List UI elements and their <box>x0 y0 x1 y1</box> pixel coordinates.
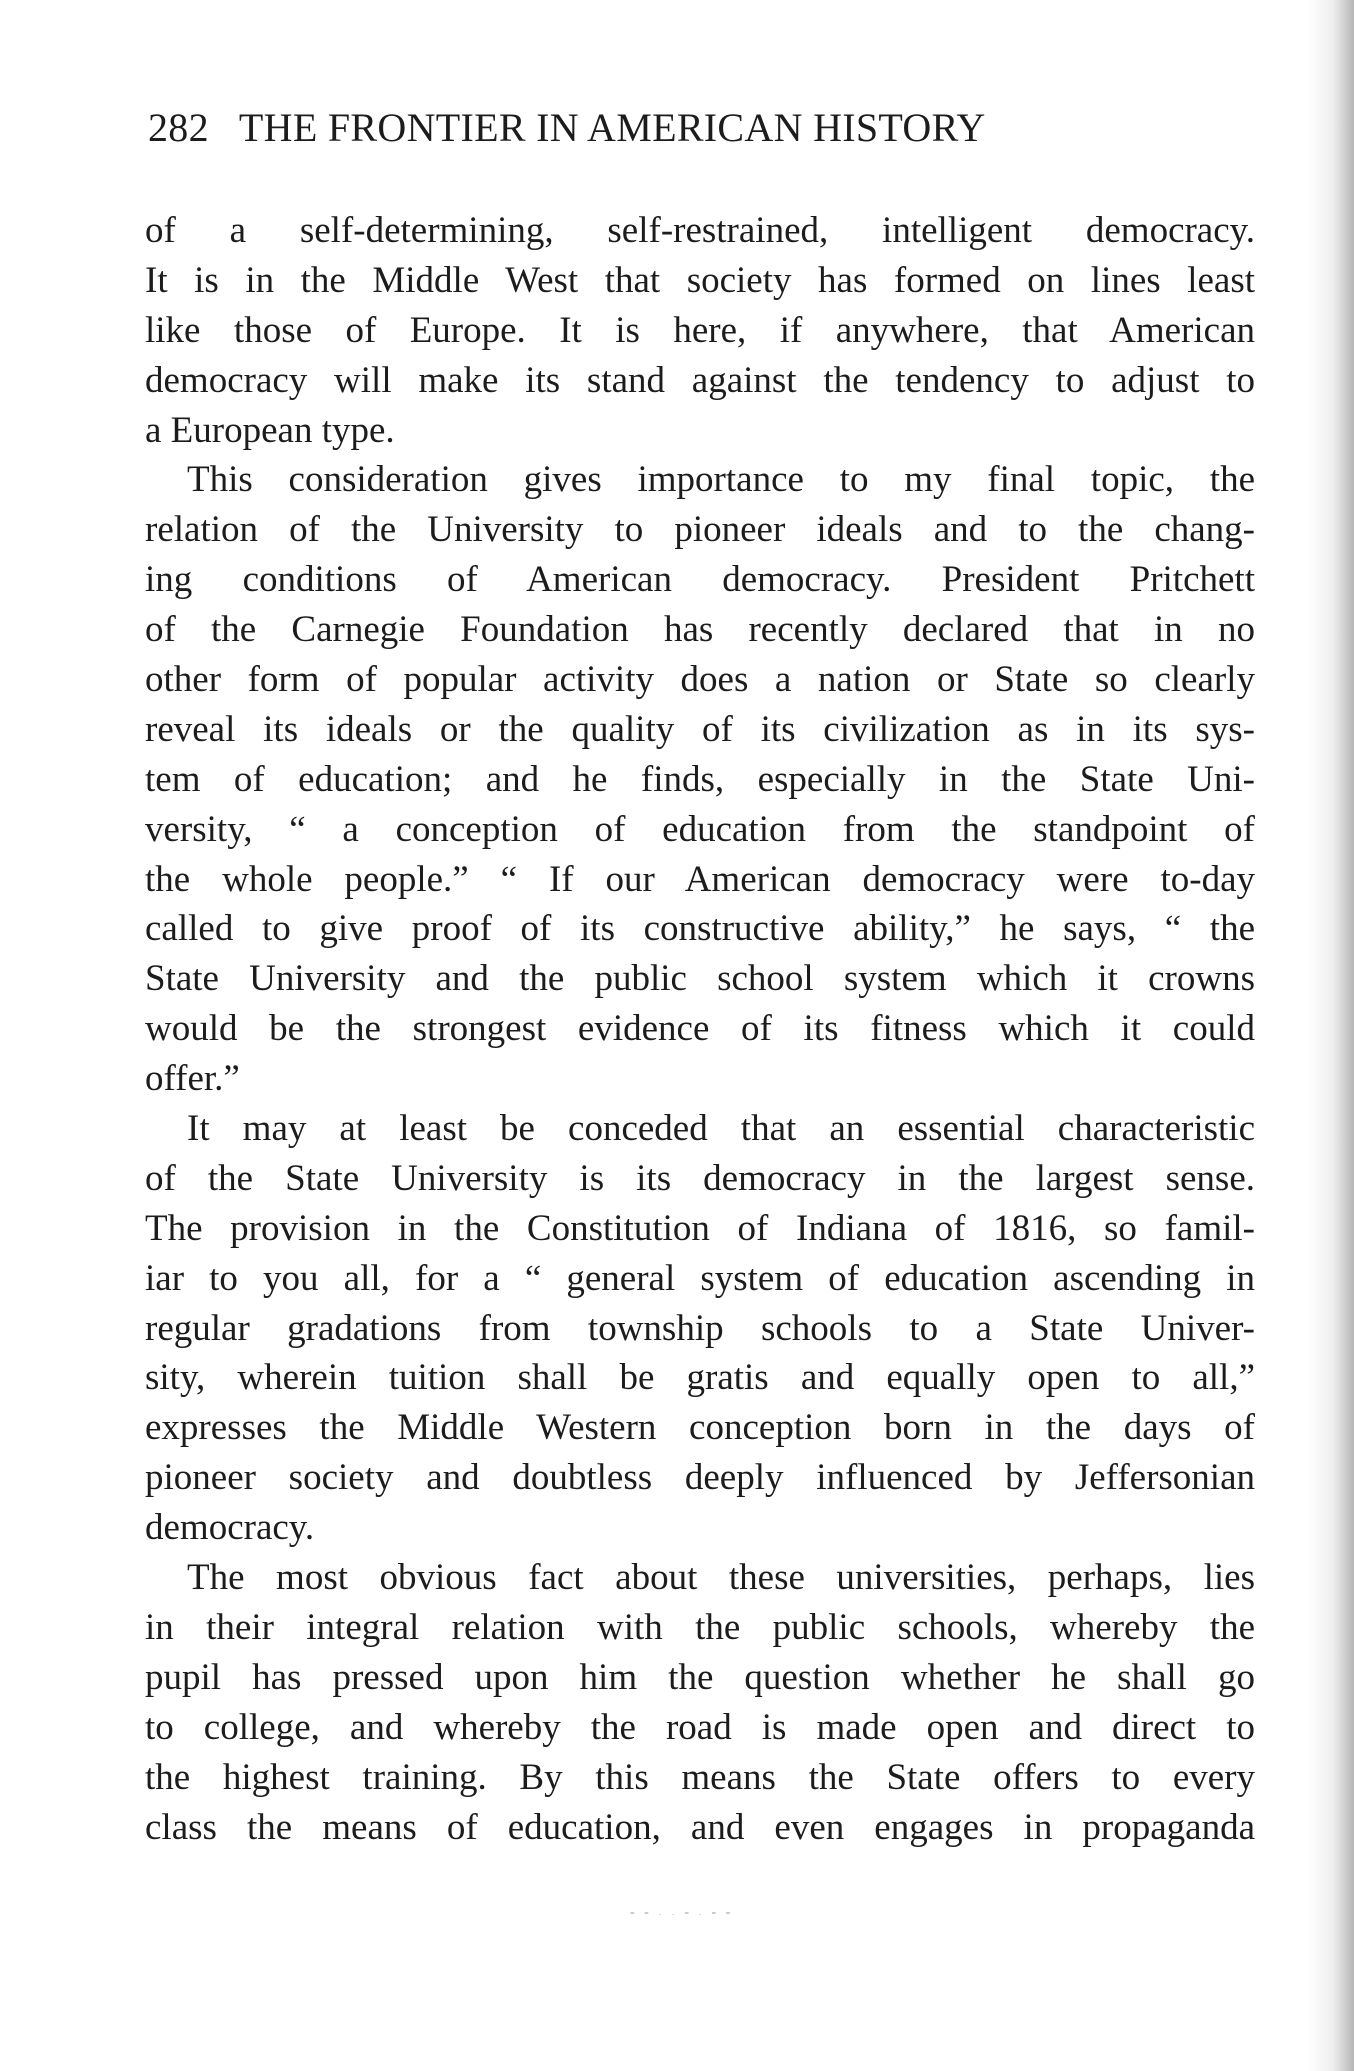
text-line: a European type. <box>145 409 395 451</box>
text-line: relation of the University to pioneer ideals and to the chang- <box>145 509 1255 551</box>
text-line: tem of education; and he finds, especially in the State Uni- <box>145 758 1255 800</box>
text-line: in their integral relation with the public schools, whereby the <box>145 1606 1255 1648</box>
text-line: the whole people.” “ If our American democracy were to-day <box>145 858 1255 900</box>
page-number: 282 <box>148 105 209 150</box>
text-line: offer.” <box>145 1058 240 1100</box>
text-line: democracy. <box>145 1507 315 1549</box>
text-line: ing conditions of American democracy. President Pritchett <box>145 559 1255 601</box>
bottom-smudge: - - . . - . - - <box>630 1905 734 1915</box>
running-head <box>148 104 1248 152</box>
text-line: like those of Europe. It is here, if anywhere, that American <box>145 309 1255 351</box>
text-line: of the Carnegie Foundation has recently declared that in no <box>145 609 1255 651</box>
text-line: pioneer society and doubtless deeply influenced by Jeffersonian <box>145 1457 1255 1499</box>
text-line: would be the strongest evidence of its fitness which it could <box>145 1008 1255 1050</box>
text-line: other form of popular activity does a nation or State so clearly <box>145 659 1255 701</box>
text-line: called to give proof of its constructive ability,” he says, “ the <box>145 908 1255 950</box>
text-line: regular gradations from township schools to a State Univer- <box>145 1307 1255 1349</box>
text-line: of a self-determining, self-restrained, intelligent democracy. <box>145 210 1255 251</box>
text-line: It is in the Middle West that society has formed on lines least <box>145 259 1255 301</box>
text-line: reveal its ideals or the quality of its civilization as in its sys- <box>145 708 1255 750</box>
text-line: State University and the public school system which it crowns <box>145 958 1255 1000</box>
text-line: of the State University is its democracy in the largest sense. <box>145 1157 1255 1199</box>
text-line: versity, “ a conception of education from the standpoint of <box>145 808 1255 850</box>
text-line: This consideration gives importance to my final topic, the <box>187 459 1255 501</box>
text-line: iar to you all, for a “ general system of education ascending in <box>145 1257 1255 1299</box>
text-line: expresses the Middle Western conception born in the days of <box>145 1407 1255 1449</box>
text-line: The most obvious fact about these universities, perhaps, lies <box>187 1557 1255 1599</box>
running-title: THE FRONTIER IN AMERICAN HISTORY <box>238 105 986 150</box>
text-line: It may at least be conceded that an essential characteristic <box>187 1108 1255 1150</box>
text-line: pupil has pressed upon him the question whether he shall go <box>145 1656 1255 1698</box>
text-line: the highest training. By this means the State offers to every <box>145 1756 1255 1798</box>
text-line: The provision in the Constitution of Indiana of 1816, so famil- <box>145 1207 1255 1249</box>
body-text <box>145 206 1255 1852</box>
page-edge-shadow <box>1308 0 1354 2071</box>
text-line: class the means of education, and even engages in propaganda <box>145 1806 1255 1848</box>
text-line: democracy will make its stand against the tendency to adjust to <box>145 359 1255 401</box>
text-line: to college, and whereby the road is made open and direct to <box>145 1706 1255 1748</box>
text-line: sity, wherein tuition shall be gratis and equally open to all,” <box>145 1357 1255 1399</box>
